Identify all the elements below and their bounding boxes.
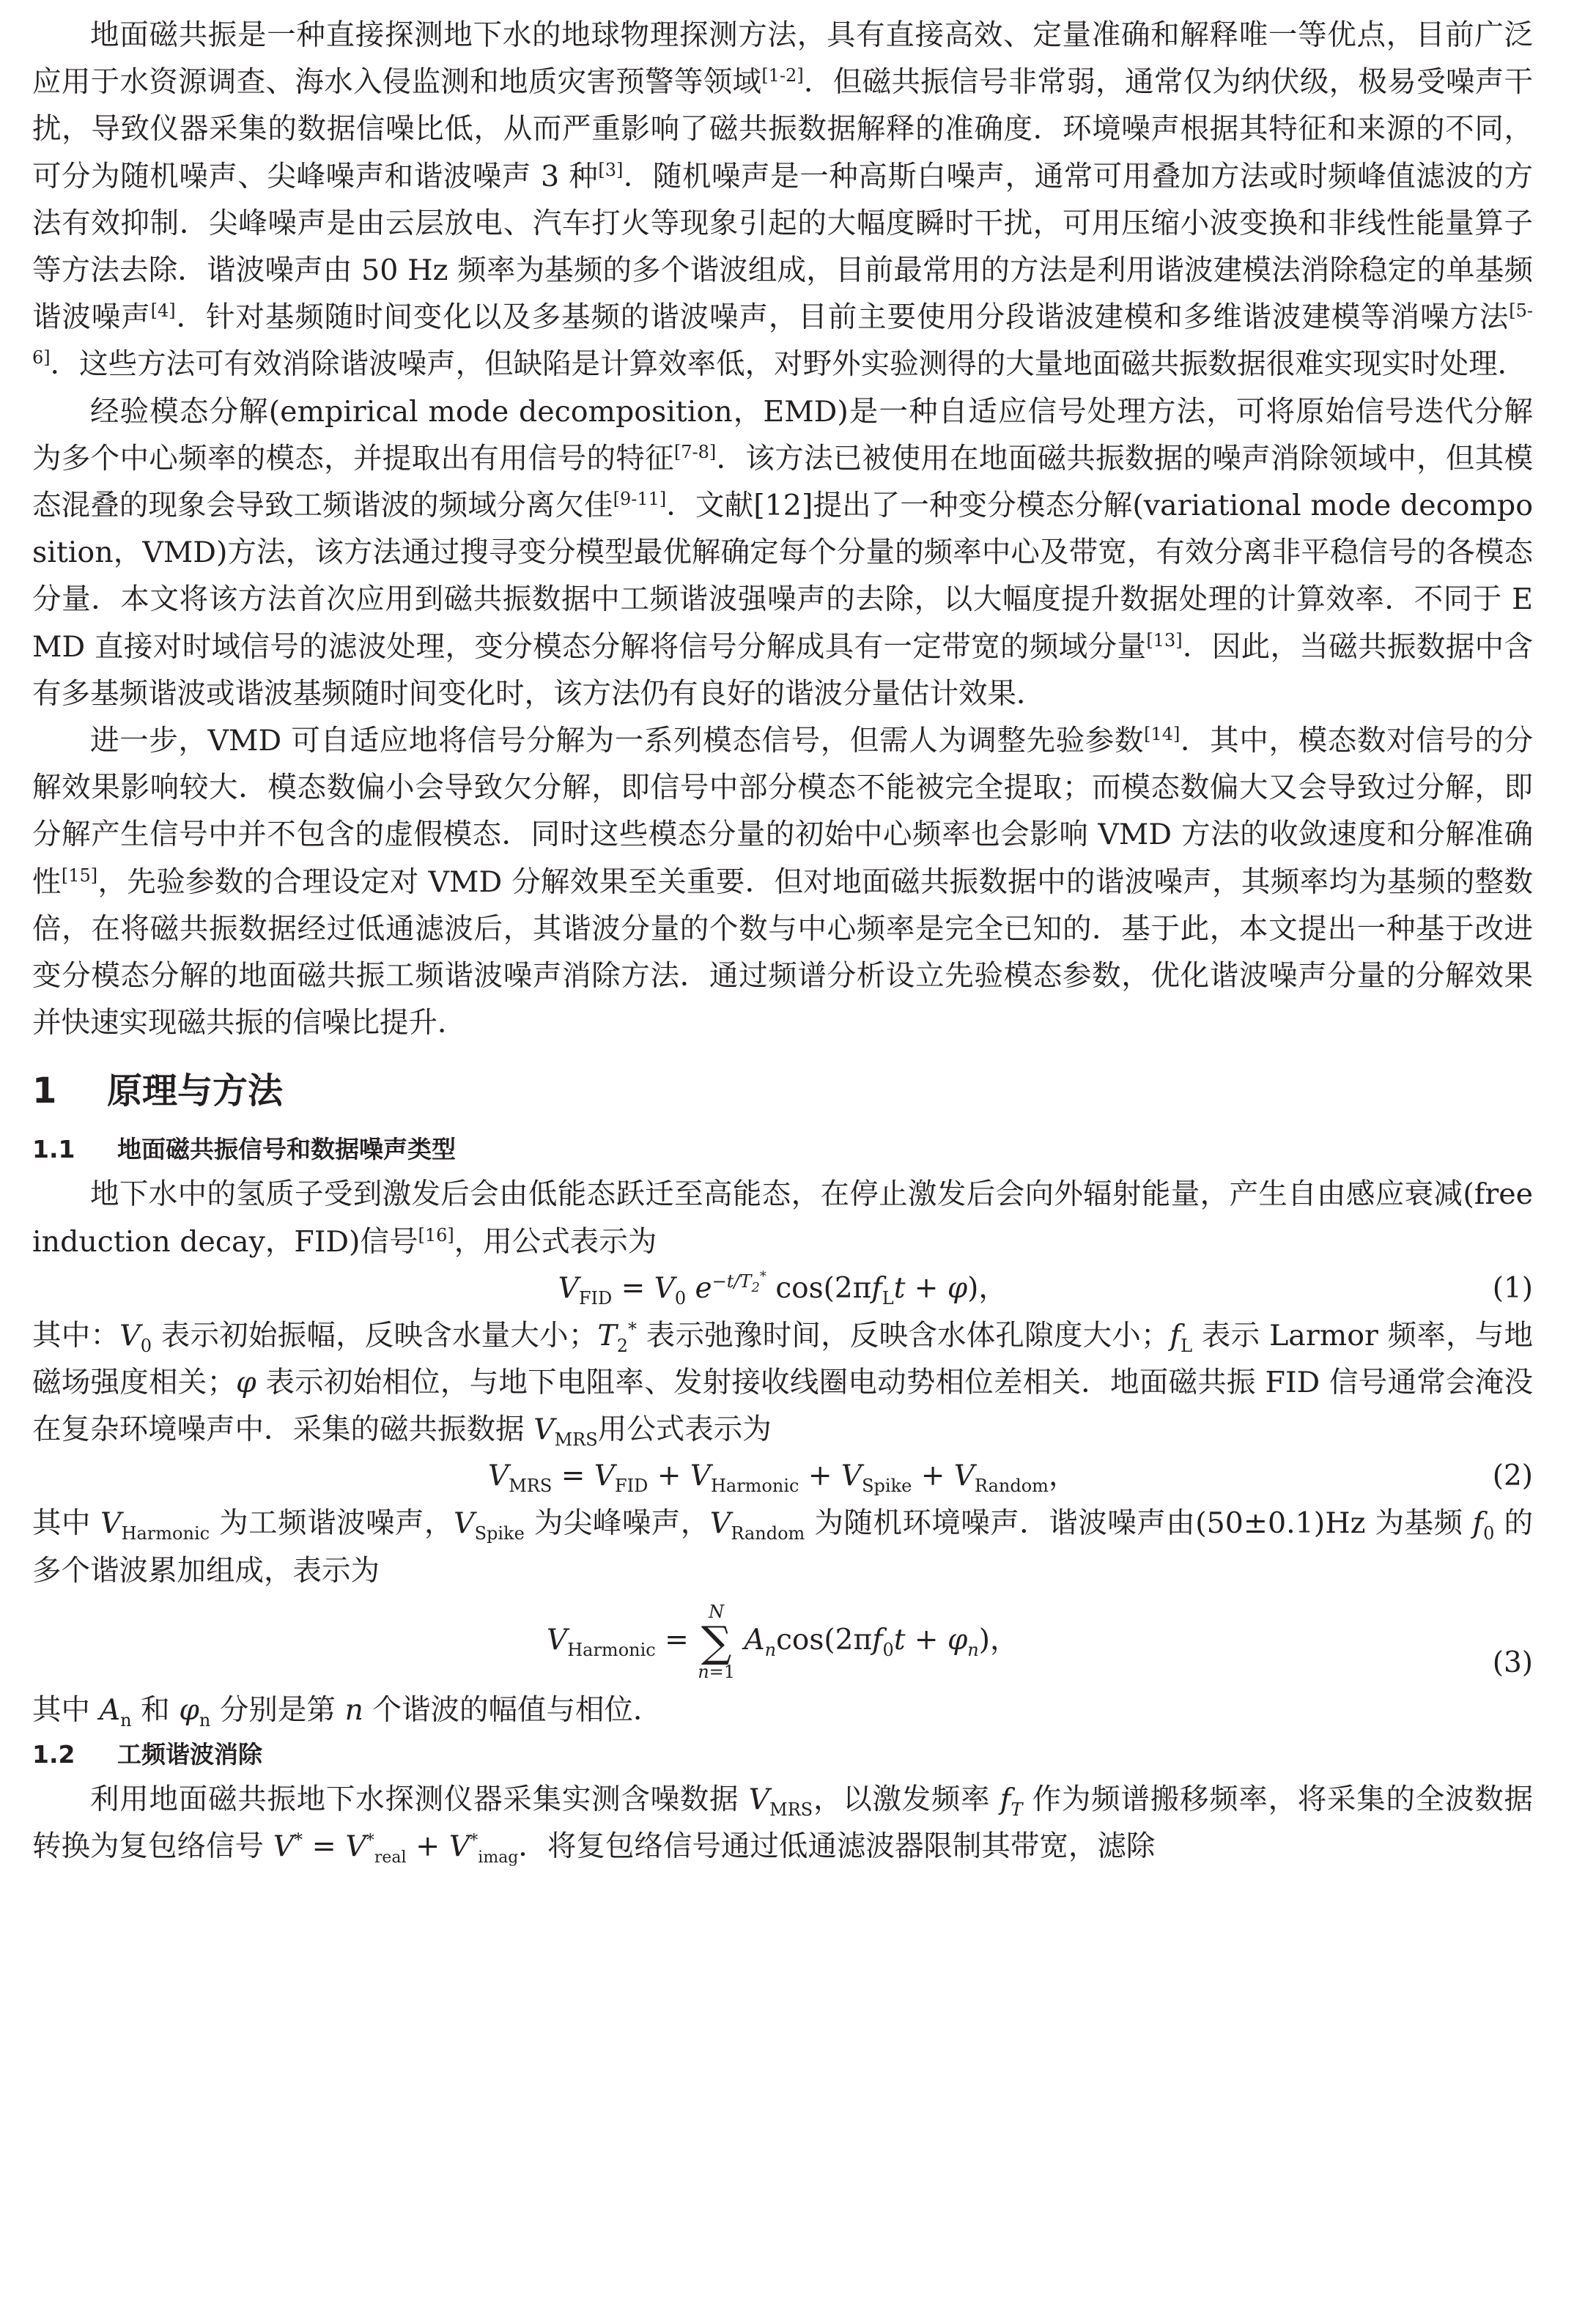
subsection-title: 工频谐波消除	[117, 1740, 262, 1769]
citation: [3]	[598, 159, 624, 180]
summation-symbol: N ∑ n=1	[698, 1601, 736, 1682]
equation-expression: $V_{MRS} = V_{FID} + V_{Harmonic} + V_{Spike} + V_{Random}$，	[488, 1459, 1077, 1497]
citation: [15]	[61, 865, 98, 886]
equation-1	[32, 1265, 1533, 1312]
body-paragraph: 地下水中的氢质子受到激发后会由低能态跃迁至高能态，在停止激发后会向外辐射能量，产生自由感应衰减(free induction decay，FID)信号[16]，用公式表示为	[32, 1177, 1533, 1259]
equation-expression: $V_{Harmonic}$ = N ∑ n=1 $A_n\cos(2\pi f_0t + \varphi_n)$，	[547, 1601, 1019, 1682]
equation-number: (2)	[1492, 1459, 1533, 1493]
section-title: 原理与方法	[107, 1070, 284, 1112]
subsection-heading	[32, 1733, 1533, 1776]
subsection-number: 1.2	[32, 1740, 75, 1769]
citation: [13]	[1146, 629, 1183, 651]
body-paragraph: 地面磁共振是一种直接探测地下水的地球物理探测方法，具有直接高效、定量准确和解释唯一等优点，目前广泛应用于水资源调查、海水入侵监测和地质灾害预警等领域[1-2]．但磁共振信号非常弱，通常仅为纳伏级，极易受噪声干扰，导致仪器采集的数据信噪比低，从而严重影响了磁共振数据解释的准确度．环境噪声根据其特征和来源的不同，可分为随机噪声、尖峰噪声和谐波噪声 3 种[3]．随机噪声是一种高斯白噪声，通常可用叠加方法或时频峰值滤波的方法有效抑制．尖峰噪声是由云层放电、汽车打火等现象引起的大幅度瞬时干扰，可用压缩小波变换和非线性能量算子等方法去除．谐波噪声由 50 Hz 频率为基频的多个谐波组成，目前最常用的方法是利用谐波建模法消除稳定的单基频谐波噪声[4]．针对基频随时间变化以及多基频的谐波噪声，目前主要使用分段谐波建模和多维谐波建模等消噪方法[5-6]．这些方法可有效消除谐波噪声，但缺陷是计算效率低，对野外实验测得的大量地面磁共振数据很难实现实时处理．	[32, 18, 1534, 382]
equation-3	[32, 1594, 1533, 1687]
section-number: 1	[32, 1070, 57, 1112]
citation: [7-8]	[673, 441, 717, 462]
equation-expression: $V_{FID} = V_0$ $e^{-t/T_2^*}$ $\cos(2\pi f_Lt + \varphi)$，	[558, 1268, 1008, 1309]
subsection-number: 1.1	[32, 1135, 75, 1164]
section-heading	[32, 1058, 1533, 1124]
body-paragraph: 经验模态分解(empirical mode decomposition，EMD)是一种自适应信号处理方法，可将原始信号迭代分解为多个中心频率的模态，并提取出有用信号的特征[7-8]．该方法已被使用在地面磁共振数据的噪声消除领域中，但其模态混叠的现象会导致工频谐波的频域分离欠佳[9-11]．文献[12]提出了一种变分模态分解(variational mode decomposition，VMD)方法，该方法通过搜寻变分模型最优解确定每个分量的频率中心及带宽，有效分离非平稳信号的各模态分量．本文将该方法首次应用到磁共振数据中工频谐波强噪声的去除，以大幅度提升数据处理的计算效率．不同于 EMD 直接对时域信号的滤波处理，变分模态分解将信号分解成具有一定带宽的频域分量[13]．因此，当磁共振数据中含有多基频谐波或谐波基频随时间变化时，该方法仍有良好的谐波分量估计效果．	[32, 394, 1534, 711]
body-paragraph: 其中：$V_0$ 表示初始振幅，反映含水量大小；$T_2^*$ 表示弛豫时间，反映含水体孔隙度大小；$f_L$ 表示 Larmor 频率，与地磁场强度相关；φ 表示初始相位，与地下电阻率、发射接收线圈电动势相位差相关．地面磁共振 FID 信号通常会淹没在复杂环境噪声中．采集的磁共振数据 $V_{MRS}$用公式表示为	[32, 1318, 1534, 1451]
body-paragraph: 其中 $A_n$ 和 $\varphi_n$ 分别是第 n 个谐波的幅值与相位．	[32, 1692, 662, 1731]
paper-page	[32, 12, 1533, 1870]
citation: [14]	[1144, 724, 1181, 745]
equation-number: (3)	[1492, 1646, 1533, 1679]
equation-number: (1)	[1492, 1271, 1533, 1305]
equation-2	[32, 1453, 1533, 1500]
citation: [1-2]	[761, 65, 804, 86]
citation: [5-6]	[32, 300, 1534, 369]
subsection-heading	[32, 1128, 1533, 1171]
subsection-title: 地面磁共振信号和数据噪声类型	[117, 1135, 456, 1164]
body-paragraph: 利用地面磁共振地下水探测仪器采集实测含噪数据 $V_{MRS}$，以激发频率 $f_T$ 作为频谱搬移频率，将采集的全波数据转换为复包络信号 $V^* = V^*_{real} + V^*_{imag}$．将复包络信号通过低通滤波器限制其带宽，滤除	[32, 1783, 1533, 1868]
body-paragraph: 其中 $V_{Harmonic}$ 为工频谐波噪声，$V_{Spike}$ 为尖峰噪声，$V_{Random}$ 为随机环境噪声．谐波噪声由(50±0.1)Hz 为基频 $f_0$ 的多个谐波累加组成，表示为	[32, 1506, 1533, 1588]
citation: [4]	[150, 300, 176, 322]
citation: [9-11]	[613, 489, 667, 510]
body-paragraph: 进一步，VMD 可自适应地将信号分解为一系列模态信号，但需人为调整先验参数[14]．其中，模态数对信号的分解效果影响较大．模态数偏小会导致欠分解，即信号中部分模态不能被完全提取；而模态数偏大又会导致过分解，即分解产生信号中并不包含的虚假模态．同时这些模态分量的初始中心频率也会影响 VMD 方法的收敛速度和分解准确性[15]，先验参数的合理设定对 VMD 分解效果至关重要．但对地面磁共振数据中的谐波噪声，其频率均为基频的整数倍，在将磁共振数据经过低通滤波后，其谐波分量的个数与中心频率是完全已知的．基于此，本文提出一种基于改进变分模态分解的地面磁共振工频谐波噪声消除方法．通过频谱分析设立先验模态参数，优化谐波噪声分量的分解效果并快速实现磁共振的信噪比提升．	[32, 724, 1533, 1040]
citation: [16]	[418, 1224, 454, 1246]
